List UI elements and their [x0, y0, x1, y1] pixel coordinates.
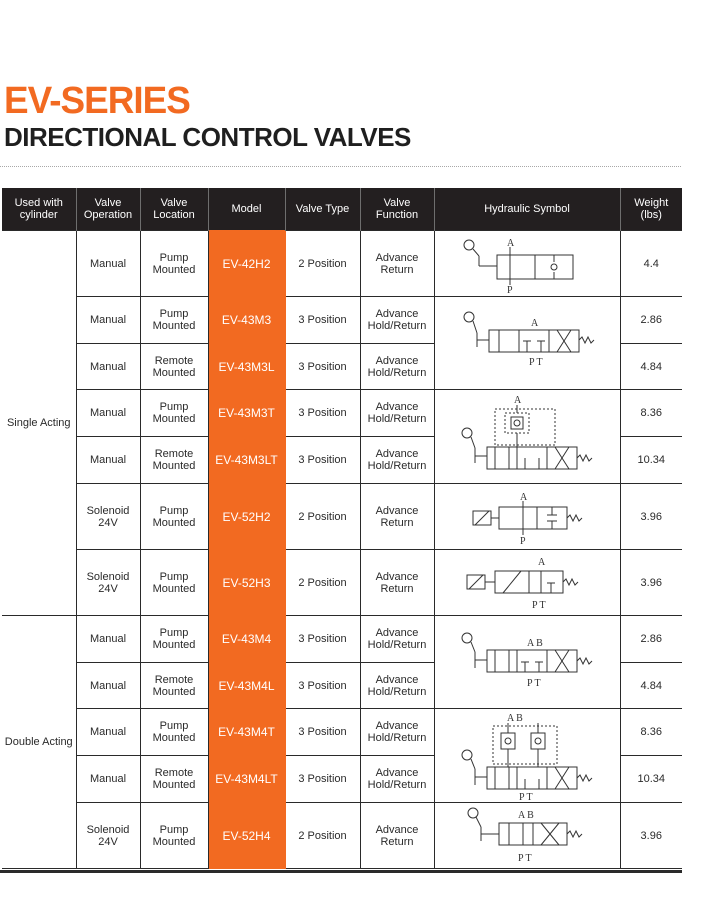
operation-cell: Manual — [76, 709, 140, 756]
symbol-cell — [434, 550, 620, 616]
location-cell: Pump Mounted — [140, 390, 208, 437]
function-cell: Advance Return — [360, 231, 434, 297]
weight-cell: 2.86 — [620, 616, 682, 663]
hydraulic-symbol-2pos-solenoid-pt — [447, 553, 607, 613]
operation-cell: Manual — [76, 231, 140, 297]
page-subtitle: DIRECTIONAL CONTROL VALVES — [4, 122, 411, 152]
function-cell: Advance Hold/Return — [360, 709, 434, 756]
svg-text:A: A — [538, 556, 546, 568]
symbol-cell — [434, 484, 620, 550]
location-cell: Pump Mounted — [140, 484, 208, 550]
operation-cell: Manual — [76, 390, 140, 437]
operation-cell: Solenoid 24V — [76, 484, 140, 550]
model-cell: EV-52H3 — [208, 550, 285, 616]
location-cell: Remote Mounted — [140, 663, 208, 709]
hydraulic-symbol-4way-lever — [447, 622, 607, 702]
svg-text:P: P — [520, 535, 526, 547]
model-cell: EV-43M4T — [208, 709, 285, 756]
weight-cell: 8.36 — [620, 709, 682, 756]
table-row — [2, 297, 682, 344]
group-double-acting: Double Acting — [2, 616, 76, 869]
symbol-cell — [434, 297, 620, 390]
function-cell: Advance Hold/Return — [360, 344, 434, 390]
table-row — [2, 709, 682, 756]
type-cell: 3 Position — [285, 709, 360, 756]
model-cell: EV-42H2 — [208, 231, 285, 297]
col-header-model: Model — [208, 188, 285, 231]
type-cell: 2 Position — [285, 231, 360, 297]
function-cell: Advance Return — [360, 550, 434, 616]
operation-cell: Manual — [76, 663, 140, 709]
type-cell: 3 Position — [285, 390, 360, 437]
svg-text:A B: A B — [507, 712, 523, 724]
type-cell: 3 Position — [285, 437, 360, 484]
model-cell: EV-43M4LT — [208, 756, 285, 803]
model-cell: EV-43M3T — [208, 390, 285, 437]
model-cell: EV-43M4L — [208, 663, 285, 709]
hydraulic-symbol-4way-check — [447, 711, 607, 801]
type-cell: 3 Position — [285, 344, 360, 390]
table-row — [2, 803, 682, 869]
type-cell: 3 Position — [285, 616, 360, 663]
hydraulic-symbol-3pos-lever — [447, 303, 607, 383]
hydraulic-symbol-3pos-check — [447, 393, 607, 481]
location-cell: Pump Mounted — [140, 803, 208, 869]
svg-text:A: A — [514, 394, 522, 406]
type-cell: 3 Position — [285, 663, 360, 709]
location-cell: Pump Mounted — [140, 231, 208, 297]
symbol-cell — [434, 616, 620, 709]
col-header-weight: Weight (lbs) — [620, 188, 682, 231]
operation-cell: Manual — [76, 297, 140, 344]
weight-cell: 4.84 — [620, 663, 682, 709]
col-header-location: Valve Location — [140, 188, 208, 231]
type-cell: 2 Position — [285, 803, 360, 869]
operation-cell: Manual — [76, 437, 140, 484]
operation-cell: Manual — [76, 616, 140, 663]
model-cell: EV-43M3LT — [208, 437, 285, 484]
weight-cell: 3.96 — [620, 803, 682, 869]
model-cell: EV-43M4 — [208, 616, 285, 663]
type-cell: 2 Position — [285, 550, 360, 616]
symbol-cell — [434, 709, 620, 803]
function-cell: Advance Hold/Return — [360, 437, 434, 484]
table-row — [2, 231, 682, 297]
function-cell: Advance Hold/Return — [360, 663, 434, 709]
weight-cell: 10.34 — [620, 756, 682, 803]
weight-cell: 3.96 — [620, 484, 682, 550]
table-bottom-rule — [0, 870, 682, 873]
location-cell: Pump Mounted — [140, 297, 208, 344]
location-cell: Remote Mounted — [140, 756, 208, 803]
dotted-divider — [0, 166, 681, 167]
table-row — [2, 616, 682, 663]
location-cell: Pump Mounted — [140, 550, 208, 616]
function-cell: Advance Return — [360, 484, 434, 550]
svg-text:A: A — [507, 237, 515, 249]
function-cell: Advance Hold/Return — [360, 390, 434, 437]
function-cell: Advance Return — [360, 803, 434, 869]
svg-text:P T: P T — [532, 599, 546, 611]
weight-cell: 3.96 — [620, 550, 682, 616]
col-header-cylinder: Used with cylinder — [2, 188, 76, 231]
table-row — [2, 390, 682, 437]
weight-cell: 2.86 — [620, 297, 682, 344]
svg-text:A B: A B — [518, 809, 534, 821]
function-cell: Advance Hold/Return — [360, 616, 434, 663]
group-single-acting: Single Acting — [2, 231, 76, 616]
svg-text:P T: P T — [527, 678, 541, 689]
hydraulic-symbol-2pos-lever — [447, 234, 607, 294]
model-cell: EV-52H2 — [208, 484, 285, 550]
location-cell: Remote Mounted — [140, 437, 208, 484]
type-cell: 3 Position — [285, 297, 360, 344]
operation-cell: Manual — [76, 344, 140, 390]
table-row — [2, 484, 682, 550]
valve-spec-table — [2, 188, 682, 869]
location-cell: Pump Mounted — [140, 709, 208, 756]
table-header-row — [2, 188, 682, 231]
col-header-type: Valve Type — [285, 188, 360, 231]
weight-cell: 10.34 — [620, 437, 682, 484]
operation-cell: Solenoid 24V — [76, 803, 140, 869]
svg-text:P T: P T — [529, 357, 543, 368]
function-cell: Advance Hold/Return — [360, 756, 434, 803]
series-title: EV-SERIES — [4, 80, 190, 122]
model-cell: EV-43M3 — [208, 297, 285, 344]
svg-text:A: A — [520, 491, 528, 503]
operation-cell: Manual — [76, 756, 140, 803]
weight-cell: 4.4 — [620, 231, 682, 297]
svg-text:P T: P T — [519, 791, 533, 801]
location-cell: Remote Mounted — [140, 344, 208, 390]
location-cell: Pump Mounted — [140, 616, 208, 663]
svg-text:P: P — [507, 284, 513, 294]
weight-cell: 4.84 — [620, 344, 682, 390]
symbol-cell — [434, 390, 620, 484]
table-row — [2, 550, 682, 616]
function-cell: Advance Hold/Return — [360, 297, 434, 344]
svg-text:A B: A B — [527, 638, 543, 649]
svg-text:P T: P T — [518, 852, 532, 864]
symbol-cell — [434, 803, 620, 869]
col-header-operation: Valve Operation — [76, 188, 140, 231]
col-header-function: Valve Function — [360, 188, 434, 231]
col-header-symbol: Hydraulic Symbol — [434, 188, 620, 231]
model-cell: EV-52H4 — [208, 803, 285, 869]
weight-cell: 8.36 — [620, 390, 682, 437]
operation-cell: Solenoid 24V — [76, 550, 140, 616]
hydraulic-symbol-2pos-solenoid — [447, 487, 607, 547]
type-cell: 3 Position — [285, 756, 360, 803]
symbol-cell — [434, 231, 620, 297]
model-cell: EV-43M3L — [208, 344, 285, 390]
svg-text:A: A — [531, 318, 539, 329]
hydraulic-symbol-2pos-4way-lever — [447, 805, 607, 867]
type-cell: 2 Position — [285, 484, 360, 550]
